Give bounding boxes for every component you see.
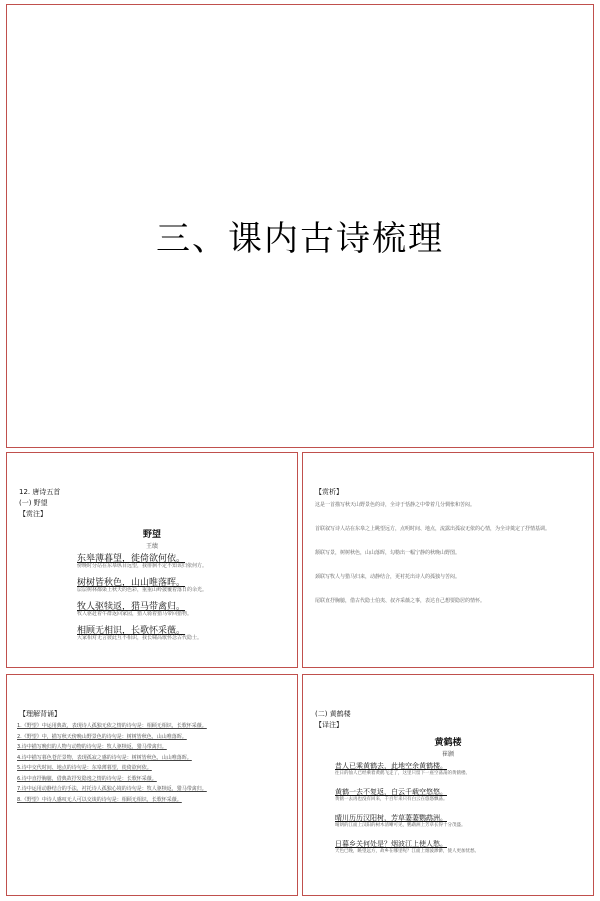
poem-note: 牧人驱赶着牛群返回家园，猎人骑着猎马带回猎物。 <box>77 611 193 617</box>
poem-note: 天色已晚，眺望远方，故乡在哪里呢？江面上烟波渺渺，使人更加忧愁。 <box>335 849 479 854</box>
title-slide[interactable] <box>6 4 594 448</box>
poem-note: 傍晚时分站在东皋纵目远望，我徘徊不定不知该归依何方。 <box>77 563 208 569</box>
appreciation-paragraph: 颈联写牧人与猎马归来，动静结合，更衬托出诗人的孤独与苦闷。 <box>315 574 461 580</box>
poem-title: 黄鹤楼 <box>434 738 462 748</box>
question-item: 5.诗中交代时间、地点的诗句是：东皋薄暮望，徙倚欲何依。 <box>17 765 152 771</box>
question-item: 1.《野望》中运用典故，表现诗人孤独无依之情的诗句是：相顾无相识，长歌怀采薇。 <box>17 723 207 729</box>
poem-subheading: (二) 黄鹤楼 <box>315 710 351 718</box>
poem-note: 大家相对无言彼此互不相识，我长啸高歌怀念古代隐士。 <box>77 635 203 641</box>
poem-line: 晴川历历汉阳树，芳草萋萋鹦鹉洲。 <box>335 814 447 822</box>
annotation-tag: 【译注】 <box>315 721 343 729</box>
slide-wangye-poem[interactable] <box>6 452 298 668</box>
slide-title: 三、课内古诗梳理 <box>156 219 444 259</box>
poem-line: 东皋薄暮望，徙倚欲何依。 <box>77 554 186 564</box>
question-item: 6.诗中直抒胸臆，借典故抒发隐逸之情的诗句是：长歌怀采薇。 <box>17 775 157 782</box>
poem-title: 野望 <box>142 530 161 540</box>
appreciation-paragraph: 首联叙写诗人站在东皋之上眺望远方，点明时间、地点，流露出孤寂无依的心情，为全诗奠定了抒情基调。 <box>315 526 551 532</box>
poem-note: 层层树林都染上秋天的色彩，重重山岭披覆着落日的余光。 <box>77 587 208 593</box>
poem-author: 王绩 <box>145 543 158 550</box>
question-item: 3.诗中描写晚归的人物与动物的诗句是：牧人驱犊返，猎马带禽归。 <box>17 744 167 750</box>
slide-appreciation[interactable] <box>302 452 594 668</box>
question-item: 7.诗中运用动静结合的手法，衬托诗人孤独心境的诗句是：牧人驱犊返，猎马带禽归。 <box>17 786 207 792</box>
recitation-tag: 【理解背诵】 <box>19 710 61 718</box>
question-item: 2.《野望》中，描写秋天傍晚山野景色的诗句是：树树皆秋色，山山唯落晖。 <box>17 733 187 740</box>
poem-line: 相顾无相识，长歌怀采薇。 <box>77 626 186 636</box>
annotation-tag: 【赏注】 <box>19 510 47 518</box>
poem-note: 往日的仙人已经乘着黄鹤飞走了，这里只留下一座空荡荡的黄鹤楼。 <box>335 771 470 776</box>
slide-huanghelou-poem[interactable] <box>302 674 594 896</box>
question-list <box>17 721 287 805</box>
section-heading: 12. 唐诗五首 <box>19 488 61 496</box>
poem-author: 崔颢 <box>441 751 454 758</box>
poem-line: 昔人已乘黄鹤去，此地空余黄鹤楼。 <box>335 762 447 770</box>
poem-note: 黄鹤一去再也没有回来，千百年来只有白云在悠悠飘荡。 <box>335 797 448 802</box>
question-item: 4.诗中描写暮色苍茫景物，表现孤寂之感的诗句是：树树皆秋色，山山唯落晖。 <box>17 754 192 761</box>
poem-line: 黄鹤一去不复返，白云千载空悠悠。 <box>335 788 447 796</box>
appreciation-paragraph: 尾联直抒胸臆，借古代隐士伯夷、叔齐采薇之事，表达自己想要隐居的情怀。 <box>315 598 486 604</box>
poem-line: 树树皆秋色，山山唯落晖。 <box>77 578 186 588</box>
poem-line: 日暮乡关何处是？烟波江上使人愁。 <box>335 840 447 848</box>
appreciation-paragraph: 这是一首描写秋天山野景色的诗，全诗于恬静之中带着几分惆怅和苦闷。 <box>315 502 476 508</box>
appreciation-tag: 【赏析】 <box>315 488 343 496</box>
slide-recitation[interactable] <box>6 674 298 896</box>
poem-line: 牧人驱犊返，猎马带禽归。 <box>77 602 186 612</box>
poem-note: 晴朗的江面上汉阳的树木清晰可见，鹦鹉洲上芳草长得十分茂盛。 <box>335 823 466 828</box>
poem-subheading: (一) 野望 <box>19 499 48 507</box>
appreciation-paragraph: 颔联写景，树树秋色，山山落晖，勾勒出一幅宁静的秋晚山野图。 <box>315 550 461 556</box>
question-item: 8.《野望》中诗人感叹无人可以交谈的诗句是：相顾无相识，长歌怀采薇。 <box>17 796 182 803</box>
